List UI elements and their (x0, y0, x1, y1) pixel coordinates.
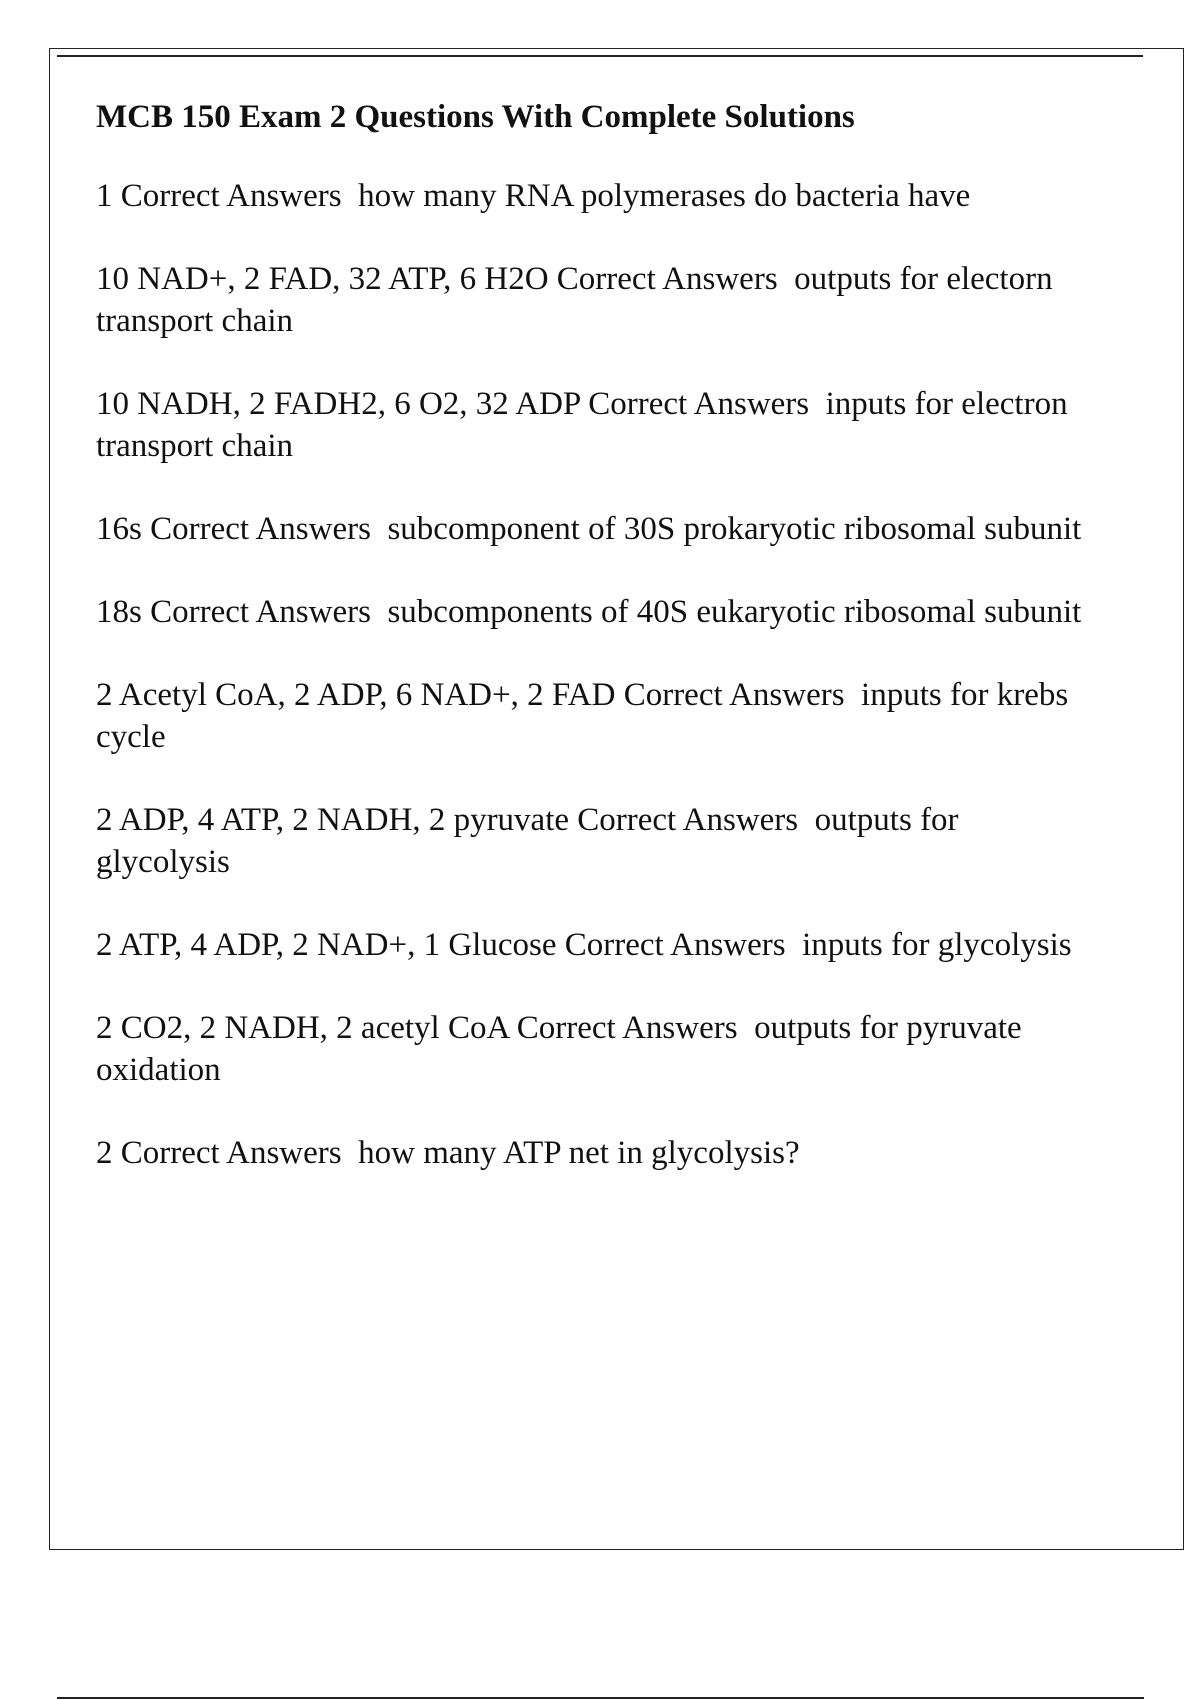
qa-item: 16s Correct Answers subcomponent of 30S prokaryotic ribosomal subunit (96, 511, 1082, 547)
header-rule (57, 55, 1143, 57)
qa-item: 2 Correct Answers how many ATP net in glycolysis? (96, 1135, 800, 1171)
qa-item: 10 NAD+, 2 FAD, 32 ATP, 6 H2O Correct Answers outputs for electorn transport chain (96, 261, 1061, 339)
qa-item: 10 NADH, 2 FADH2, 6 O2, 32 ADP Correct Answers inputs for electron transport chain (96, 386, 1076, 464)
qa-item: 2 ADP, 4 ATP, 2 NADH, 2 pyruvate Correct Answers outputs for glycolysis (96, 802, 967, 880)
qa-item: 2 ATP, 4 ADP, 2 NAD+, 1 Glucose Correct Answers inputs for glycolysis (96, 927, 1072, 963)
qa-item: 18s Correct Answers subcomponents of 40S eukaryotic ribosomal subunit (96, 594, 1082, 630)
qa-item: 1 Correct Answers how many RNA polymerases do bacteria have (96, 178, 971, 214)
qa-item: 2 Acetyl CoA, 2 ADP, 6 NAD+, 2 FAD Correct Answers inputs for krebs cycle (96, 677, 1077, 755)
qa-item: 2 CO2, 2 NADH, 2 acetyl CoA Correct Answers outputs for pyruvate oxidation (96, 1010, 1030, 1088)
page-title: MCB 150 Exam 2 Questions With Complete Solutions (96, 99, 855, 135)
document-body (96, 96, 1086, 1215)
footer-rule (57, 1697, 1144, 1699)
